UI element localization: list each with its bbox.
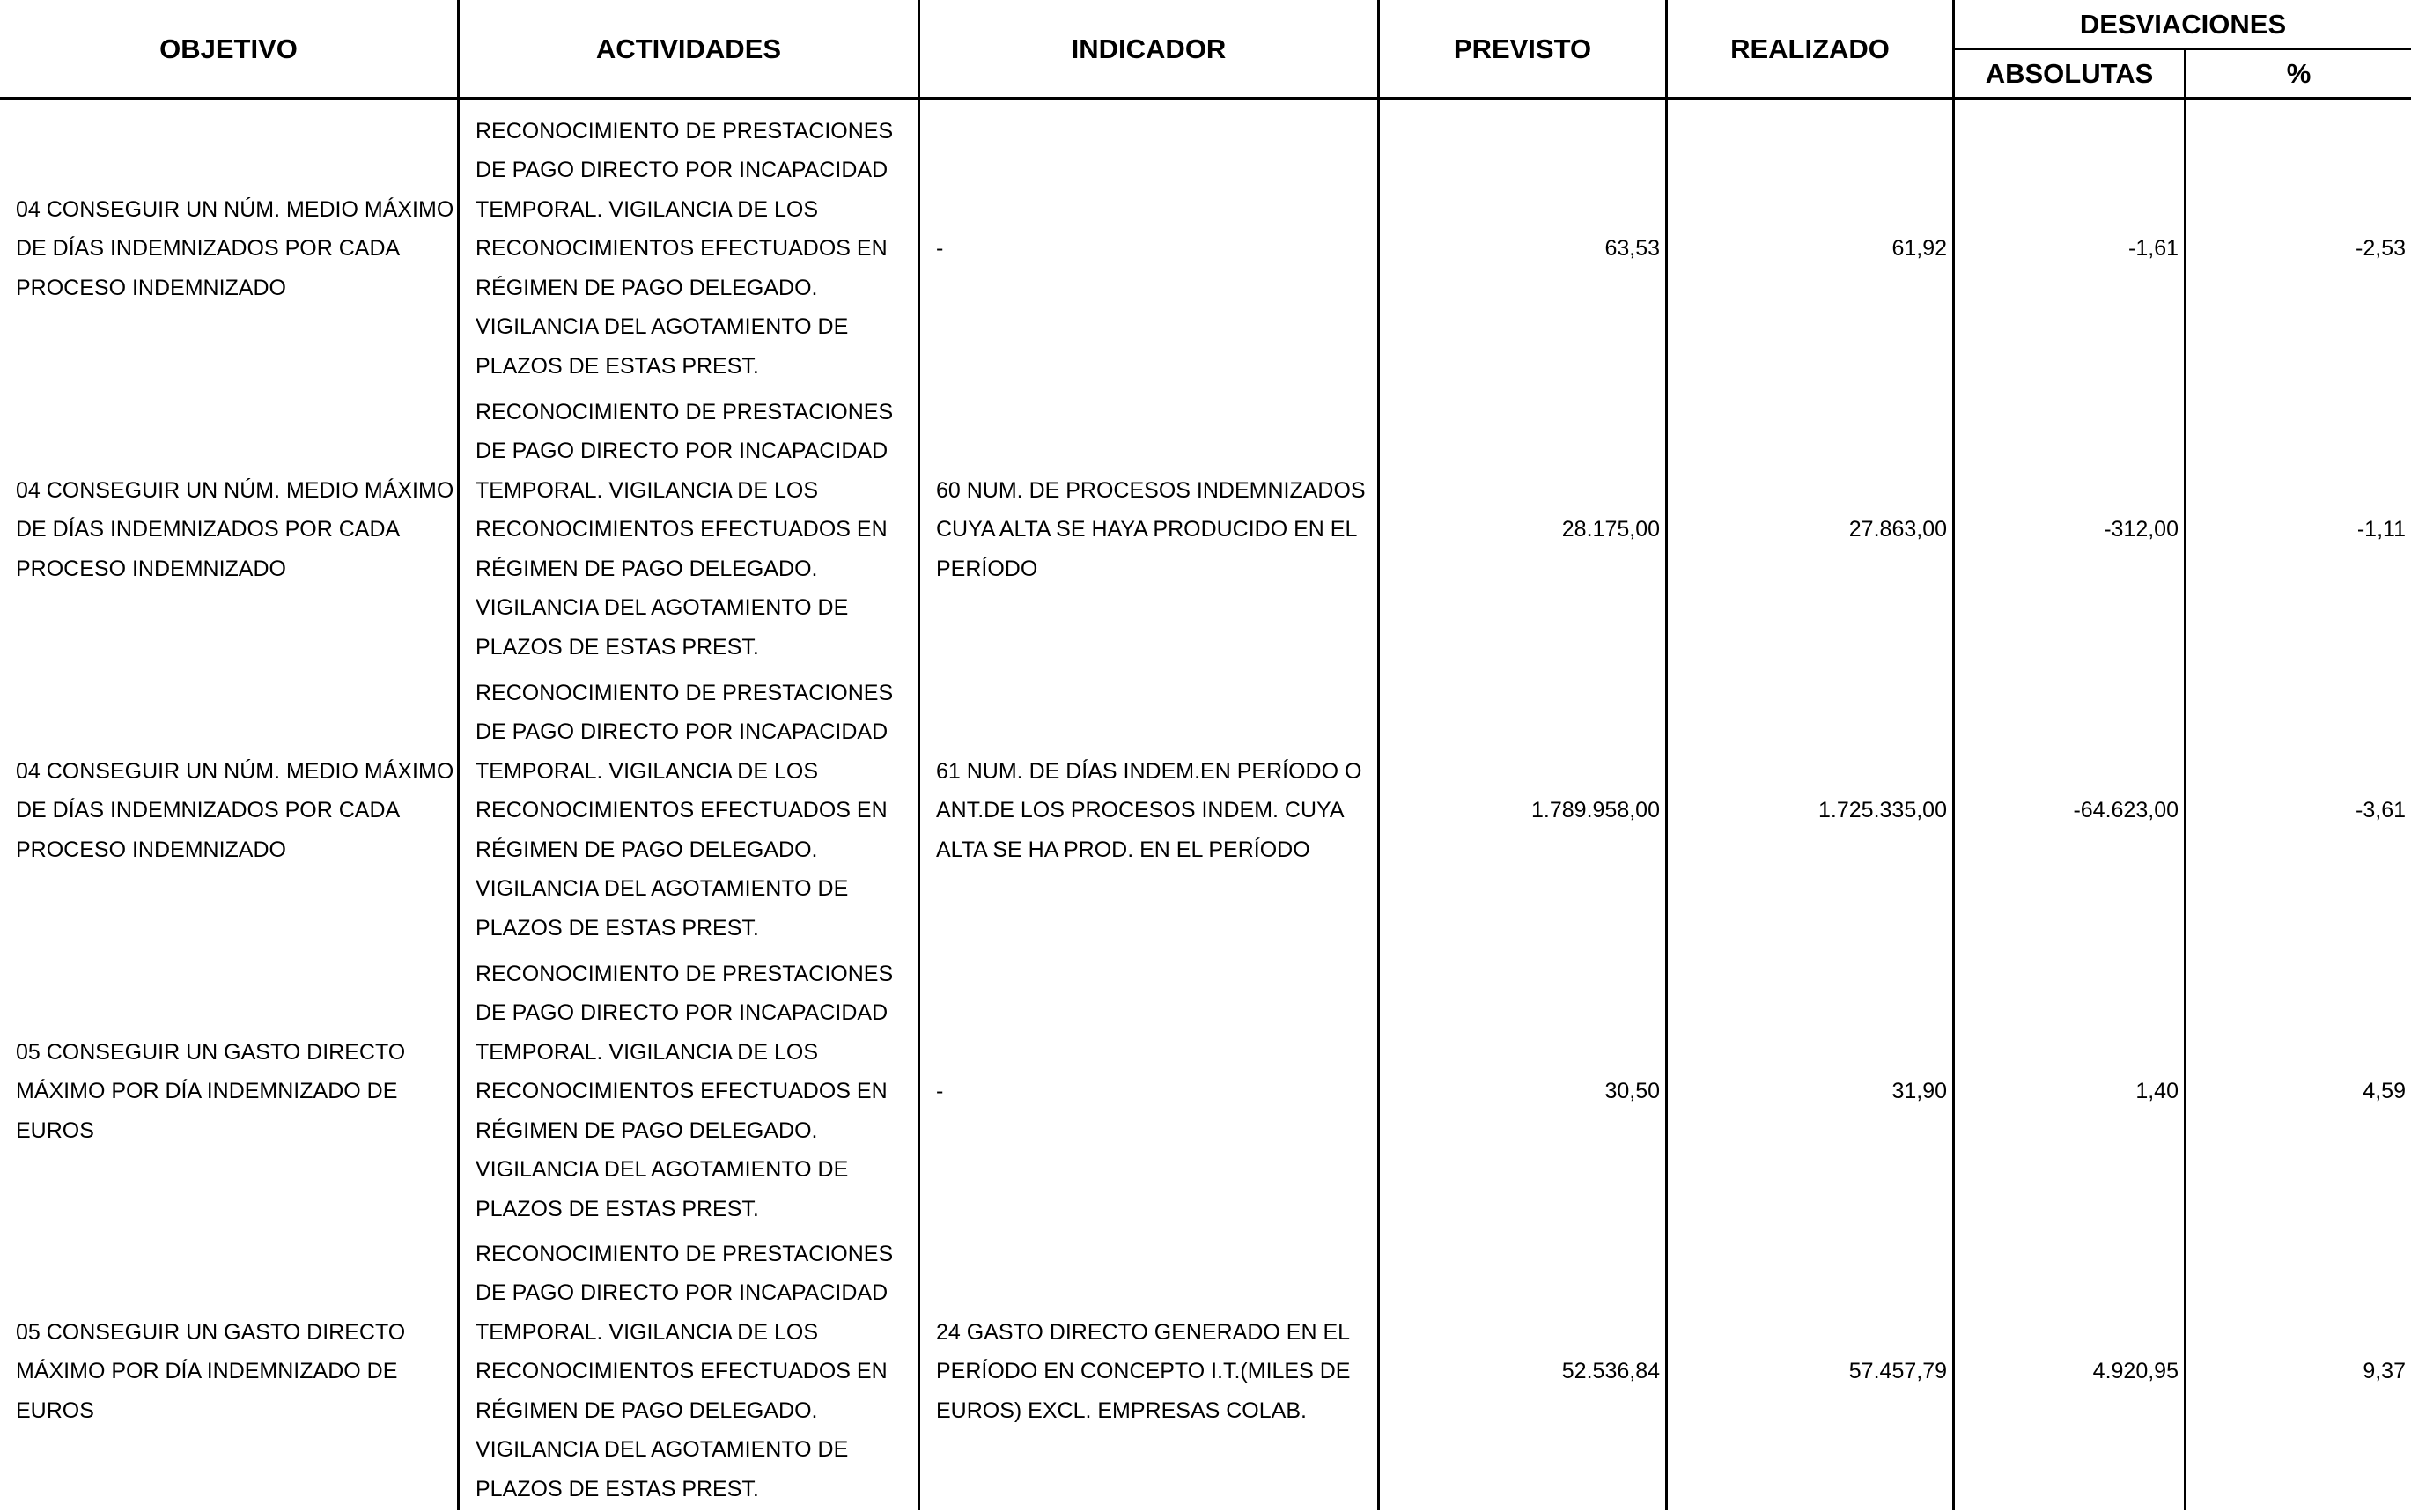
absolutas-cell: 1,40 bbox=[2135, 1079, 2179, 1104]
realizado-cell: 27.863,00 bbox=[1848, 517, 1947, 542]
actividades-cell: RECONOCIMIENTO DE PRESTACIONES DE PAGO DIRECTO POR INCAPACIDAD TEMPORAL. VIGILANCIA DE LOS RECONOCIMIENTOS EFECTUADOS EN RÉGIMEN DE PAGO DELEGADO. VIGILANCIA DEL AGOTAMIENTO DE PLAZOS DE ESTAS PREST. bbox=[476, 680, 894, 940]
porcentaje-cell: -3,61 bbox=[2356, 798, 2406, 823]
table-row bbox=[0, 389, 2411, 670]
actividades-cell: RECONOCIMIENTO DE PRESTACIONES DE PAGO DIRECTO POR INCAPACIDAD TEMPORAL. VIGILANCIA DE LOS RECONOCIMIENTOS EFECTUADOS EN RÉGIMEN DE PAGO DELEGADO. VIGILANCIA DEL AGOTAMIENTO DE PLAZOS DE ESTAS PREST. bbox=[476, 1241, 894, 1501]
indicador-cell: 61 NUM. DE DÍAS INDEM.EN PERÍODO O ANT.DE LOS PROCESOS INDEM. CUYA ALTA SE HA PROD. EN EL PERÍODO bbox=[936, 758, 1362, 862]
indicador-cell: - bbox=[936, 236, 944, 262]
previsto-cell: 30,50 bbox=[1604, 1079, 1660, 1104]
realizado-cell: 1.725.335,00 bbox=[1818, 798, 1947, 823]
header-actividades: ACTIVIDADES bbox=[595, 33, 782, 64]
absolutas-cell: -312,00 bbox=[2104, 517, 2179, 542]
table-row bbox=[0, 951, 2411, 1232]
porcentaje-cell: -2,53 bbox=[2356, 236, 2406, 262]
actividades-cell: RECONOCIMIENTO DE PRESTACIONES DE PAGO DIRECTO POR INCAPACIDAD TEMPORAL. VIGILANCIA DE LOS RECONOCIMIENTOS EFECTUADOS EN RÉGIMEN DE PAGO DELEGADO. VIGILANCIA DEL AGOTAMIENTO DE PLAZOS DE ESTAS PREST. bbox=[476, 399, 894, 660]
previsto-cell: 1.789.958,00 bbox=[1531, 798, 1660, 823]
objetivo-cell: 04 CONSEGUIR UN NÚM. MEDIO MÁXIMO DE DÍAS INDEMNIZADOS POR CADA PROCESO INDEMNIZADO bbox=[16, 196, 454, 300]
realizado-cell: 31,90 bbox=[1891, 1079, 1947, 1104]
indicador-cell: 60 NUM. DE PROCESOS INDEMNIZADOS CUYA ALTA SE HAYA PRODUCIDO EN EL PERÍODO bbox=[936, 477, 1366, 581]
header-absolutas: ABSOLUTAS bbox=[1985, 58, 2154, 89]
header-porcentaje: % bbox=[2286, 58, 2311, 89]
absolutas-cell: 4.920,95 bbox=[2092, 1359, 2179, 1384]
previsto-cell: 63,53 bbox=[1604, 236, 1660, 262]
indicador-cell: 24 GASTO DIRECTO GENERADO EN EL PERÍODO EN CONCEPTO I.T.(MILES DE EUROS) EXCL. EMPRESAS COLAB. bbox=[936, 1319, 1351, 1423]
actividades-cell: RECONOCIMIENTO DE PRESTACIONES DE PAGO DIRECTO POR INCAPACIDAD TEMPORAL. VIGILANCIA DE LOS RECONOCIMIENTOS EFECTUADOS EN RÉGIMEN DE PAGO DELEGADO. VIGILANCIA DEL AGOTAMIENTO DE PLAZOS DE ESTAS PREST. bbox=[476, 961, 894, 1221]
header-previsto: PREVISTO bbox=[1453, 33, 1592, 64]
previsto-cell: 52.536,84 bbox=[1561, 1359, 1660, 1384]
previsto-cell: 28.175,00 bbox=[1561, 517, 1660, 542]
table-row bbox=[0, 670, 2411, 951]
actividades-cell: RECONOCIMIENTO DE PRESTACIONES DE PAGO DIRECTO POR INCAPACIDAD TEMPORAL. VIGILANCIA DE LOS RECONOCIMIENTOS EFECTUADOS EN RÉGIMEN DE PAGO DELEGADO. VIGILANCIA DEL AGOTAMIENTO DE PLAZOS DE ESTAS PREST. bbox=[476, 118, 894, 379]
porcentaje-cell: 9,37 bbox=[2363, 1359, 2406, 1384]
table-row bbox=[0, 108, 2411, 389]
porcentaje-cell: -1,11 bbox=[2356, 517, 2406, 542]
objetivo-cell: 05 CONSEGUIR UN GASTO DIRECTO MÁXIMO POR DÍA INDEMNIZADO DE EUROS bbox=[16, 1039, 406, 1143]
header-indicador: INDICADOR bbox=[1071, 33, 1227, 64]
objetivo-cell: 04 CONSEGUIR UN NÚM. MEDIO MÁXIMO DE DÍAS INDEMNIZADOS POR CADA PROCESO INDEMNIZADO bbox=[16, 477, 454, 581]
porcentaje-cell: 4,59 bbox=[2363, 1079, 2406, 1104]
table-row bbox=[0, 1231, 2411, 1512]
indicador-cell: - bbox=[936, 1079, 944, 1104]
objetivo-cell: 05 CONSEGUIR UN GASTO DIRECTO MÁXIMO POR DÍA INDEMNIZADO DE EUROS bbox=[16, 1319, 406, 1423]
header-realizado: REALIZADO bbox=[1730, 33, 1890, 64]
header-desviaciones: DESVIACIONES bbox=[2079, 8, 2287, 40]
objetivo-cell: 04 CONSEGUIR UN NÚM. MEDIO MÁXIMO DE DÍAS INDEMNIZADOS POR CADA PROCESO INDEMNIZADO bbox=[16, 758, 454, 862]
realizado-cell: 61,92 bbox=[1891, 236, 1947, 262]
realizado-cell: 57.457,79 bbox=[1848, 1359, 1947, 1384]
header-objetivo: OBJETIVO bbox=[159, 33, 298, 64]
absolutas-cell: -64.623,00 bbox=[2073, 798, 2179, 823]
absolutas-cell: -1,61 bbox=[2128, 236, 2179, 262]
